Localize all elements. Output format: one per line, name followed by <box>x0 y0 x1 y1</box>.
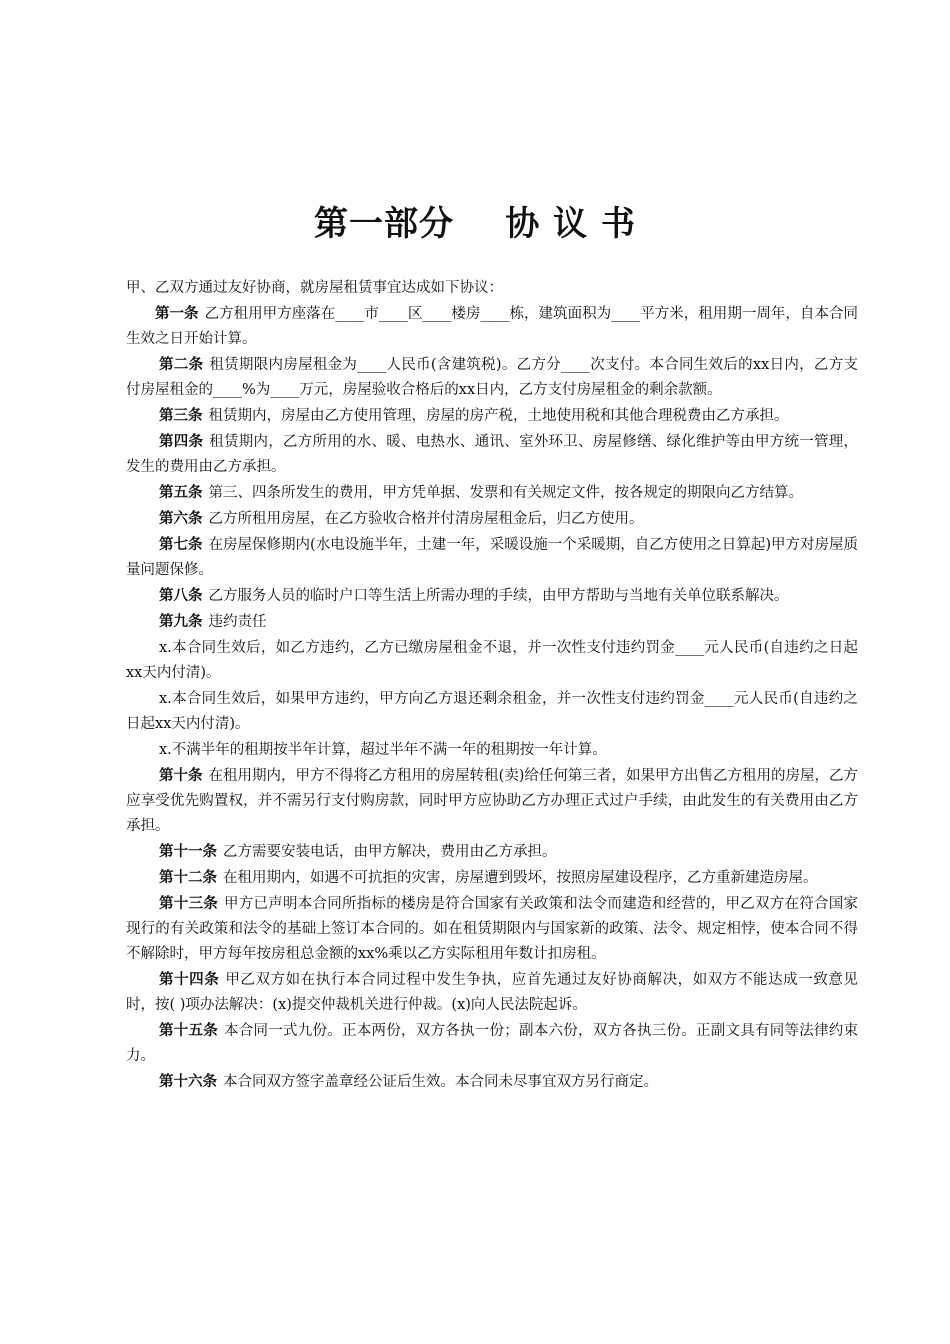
article-text: 租赁期内，乙方所用的水、暖、电热水、通讯、室外环卫、房屋修缮、绿化维护等由甲方统一管理，发生的费用由乙方承担。 <box>126 434 858 475</box>
contract-body <box>126 276 858 1096</box>
article-label: 第七条 <box>159 537 203 553</box>
article-label: 第九条 <box>159 614 203 630</box>
article-text: 乙方服务人员的临时户口等生活上所需办理的手续，由甲方帮助与当地有关单位联系解决。 <box>208 588 789 604</box>
article-3 <box>126 404 858 429</box>
article-10 <box>126 764 858 839</box>
article-7 <box>126 533 858 583</box>
article-text: 第三、四条所发生的费用，甲方凭单据、发票和有关规定文件，按各规定的期限向乙方结算。 <box>208 485 803 501</box>
article-text: 违约责任 <box>208 614 267 630</box>
article-11 <box>126 840 858 865</box>
article-13 <box>126 892 858 967</box>
article-9 <box>126 610 858 635</box>
article-text: 本合同双方签字盖章经公证后生效。本合同未尽事宜双方另行商定。 <box>223 1074 658 1090</box>
article-label: 第二条 <box>159 357 204 373</box>
clause-3: x.不满半年的租期按半年计算，超过半年不满一年的租期按一年计算。 <box>159 742 607 758</box>
article-1 <box>126 302 858 352</box>
article-label: 第四条 <box>159 434 204 450</box>
article-text: 乙方所租用房屋，在乙方验收合格并付清房屋租金后，归乙方使用。 <box>208 511 644 527</box>
article-label: 第六条 <box>159 511 203 527</box>
clause-1: x.本合同生效后，如乙方违约，乙方已缴房屋租金不退，并一次性支付违约罚金____元人民币(自违约之日起xx天内付清)。 <box>126 640 858 681</box>
article-text: 在房屋保修期内(水电设施半年，土建一年，采暖设施一个采暖期，自乙方使用之日算起)甲方对房屋质量问题保修。 <box>126 537 859 578</box>
article-8 <box>126 584 858 609</box>
article-label: 第八条 <box>159 588 203 604</box>
article-label: 第十六条 <box>159 1074 217 1090</box>
article-label: 第一条 <box>155 306 199 322</box>
article-12 <box>126 866 858 891</box>
article-label: 第十二条 <box>159 870 217 886</box>
article-text: 在租用期内，甲方不得将乙方租用的房屋转租(卖)给任何第三者，如果甲方出售乙方租用的房屋，乙方应享受优先购置权，并不需另行支付购房款，同时甲方应协助乙方办理正式过户手续，由此发生的有关费用由乙方承担。 <box>126 768 859 834</box>
article-label: 第十四条 <box>159 972 220 988</box>
article-text: 租赁期内，房屋由乙方使用管理，房屋的房产税，土地使用税和其他合理税费由乙方承担。 <box>208 408 789 424</box>
article-text: 甲方已声明本合同所指标的楼房是符合国家有关政策和法令而建造和经营的，甲乙双方在符合国家现行的有关政策和法令的基础上签订本合同的。如在租赁期限内与国家新的政策、法令、规定相悖，使本合同不得不解除时，甲方每年按房租总金额的xx%乘以乙方实际租用年数计扣房租。 <box>126 896 858 962</box>
article-6 <box>126 507 858 532</box>
article-text: 本合同一式九份。正本两份，双方各执一份；副本六份，双方各执三份。正副文具有同等法律约束力。 <box>126 1023 858 1064</box>
article-2 <box>126 353 858 403</box>
article-label: 第五条 <box>159 485 203 501</box>
article-15 <box>126 1019 858 1069</box>
article-label: 第十条 <box>159 768 203 784</box>
article-14 <box>126 968 858 1018</box>
intro-paragraph: 甲、乙双方通过友好协商，就房屋租赁事宜达成如下协议： <box>126 280 503 296</box>
article-4 <box>126 430 858 480</box>
article-16 <box>126 1070 858 1095</box>
article-text: 租赁期限内房屋租金为____人民币(含建筑税)。乙方分____次支付。本合同生效后的xx日内，乙方支付房屋租金的____%为____万元，房屋验收合格后的xx日内，乙方支付房屋租金的剩余款额。 <box>126 357 858 398</box>
clause-2: x.本合同生效后，如果甲方违约，甲方向乙方退还剩余租金，并一次性支付违约罚金____元人民币(自违约之日起xx天内付清)。 <box>126 691 858 732</box>
article-text: 乙方需要安装电话，由甲方解决，费用由乙方承担。 <box>223 844 557 860</box>
article-label: 第十三条 <box>159 896 218 912</box>
article-label: 第十一条 <box>159 844 217 860</box>
article-label: 第三条 <box>159 408 203 424</box>
article-label: 第十五条 <box>159 1023 218 1039</box>
article-text: 乙方租用甲方座落在____市____区____楼房____栋，建筑面积为____平方米，租用期一周年，自本合同生效之日开始计算。 <box>126 306 859 347</box>
article-5 <box>126 481 858 506</box>
article-text: 甲乙双方如在执行本合同过程中发生争执，应首先通过友好协商解决，如双方不能达成一致意见时，按( )项办法解决：(x)提交仲裁机关进行仲裁。(x)向人民法院起诉。 <box>126 972 858 1013</box>
page-title: 第一部分 协 议 书 <box>313 204 637 244</box>
article-text: 在租用期内，如遇不可抗拒的灾害，房屋遭到毁坏，按照房屋建设程序，乙方重新建造房屋。 <box>223 870 818 886</box>
